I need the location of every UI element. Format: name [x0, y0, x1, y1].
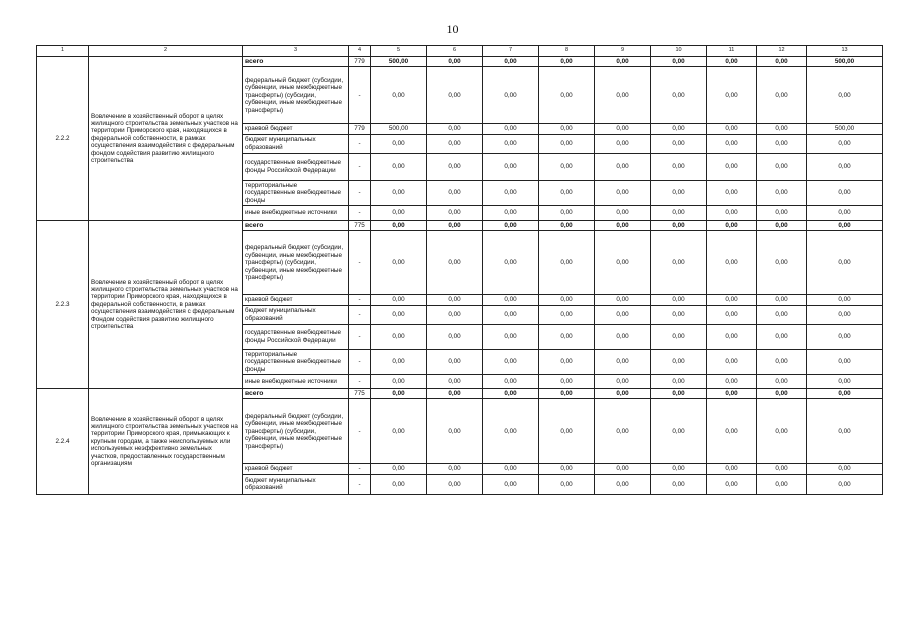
amount-cell: 0,00 [427, 134, 483, 153]
amount-cell: 0,00 [651, 67, 707, 124]
amount-cell: 0,00 [483, 295, 539, 305]
amount-cell: 0,00 [595, 134, 651, 153]
budget-code: - [349, 349, 371, 374]
amount-cell: 0,00 [483, 305, 539, 324]
column-header: 5 [371, 46, 427, 57]
amount-cell: 0,00 [371, 305, 427, 324]
item-name: Вовлечение в хозяйственный оборот в целях жилищного строительства земельных участков на территории Приморского края, находящихся в федеральной собственности, в рамках осуществления взаимодействия с федеральным фондом содействия развитию жилищного строительства [89, 57, 243, 221]
amount-cell: 0,00 [807, 375, 883, 389]
amount-cell: 0,00 [757, 231, 807, 295]
amount-cell: 0,00 [807, 134, 883, 153]
amount-cell: 0,00 [651, 389, 707, 399]
amount-cell: 0,00 [807, 221, 883, 231]
funding-source: территориальные государственные внебюджетные фонды [243, 180, 349, 205]
amount-cell: 0,00 [595, 231, 651, 295]
amount-cell: 0,00 [707, 180, 757, 205]
amount-cell: 0,00 [651, 349, 707, 374]
amount-cell: 0,00 [371, 389, 427, 399]
funding-source: иные внебюджетные источники [243, 375, 349, 389]
amount-cell: 0,00 [651, 57, 707, 67]
amount-cell: 0,00 [539, 57, 595, 67]
column-header: 2 [89, 46, 243, 57]
column-header: 4 [349, 46, 371, 57]
amount-cell: 0,00 [371, 324, 427, 349]
amount-cell: 0,00 [483, 474, 539, 494]
amount-cell: 0,00 [427, 464, 483, 474]
budget-table [36, 45, 883, 495]
amount-cell: 500,00 [371, 124, 427, 134]
amount-cell: 0,00 [595, 399, 651, 464]
amount-cell: 0,00 [371, 180, 427, 205]
budget-code: - [349, 134, 371, 153]
budget-code: 775 [349, 221, 371, 231]
amount-cell: 0,00 [539, 124, 595, 134]
amount-cell: 0,00 [539, 399, 595, 464]
amount-cell: 0,00 [427, 324, 483, 349]
amount-cell: 0,00 [483, 399, 539, 464]
amount-cell: 0,00 [427, 295, 483, 305]
funding-source: краевой бюджет [243, 295, 349, 305]
amount-cell: 0,00 [483, 464, 539, 474]
table-row [37, 221, 883, 231]
column-header: 1 [37, 46, 89, 57]
amount-cell: 0,00 [539, 389, 595, 399]
amount-cell: 0,00 [707, 134, 757, 153]
funding-source: всего [243, 221, 349, 231]
amount-cell: 0,00 [707, 464, 757, 474]
amount-cell: 0,00 [539, 464, 595, 474]
column-header: 6 [427, 46, 483, 57]
amount-cell: 0,00 [371, 375, 427, 389]
amount-cell: 0,00 [539, 295, 595, 305]
amount-cell: 0,00 [707, 221, 757, 231]
amount-cell: 0,00 [757, 153, 807, 180]
amount-cell: 0,00 [807, 206, 883, 221]
amount-cell: 0,00 [595, 221, 651, 231]
budget-code: - [349, 305, 371, 324]
amount-cell: 0,00 [371, 349, 427, 374]
amount-cell: 0,00 [707, 389, 757, 399]
column-header: 9 [595, 46, 651, 57]
amount-cell: 0,00 [595, 349, 651, 374]
column-header: 8 [539, 46, 595, 57]
amount-cell: 0,00 [427, 305, 483, 324]
amount-cell: 0,00 [595, 57, 651, 67]
amount-cell: 0,00 [539, 305, 595, 324]
budget-code: - [349, 399, 371, 464]
amount-cell: 0,00 [427, 221, 483, 231]
amount-cell: 0,00 [651, 295, 707, 305]
amount-cell: 0,00 [539, 221, 595, 231]
amount-cell: 0,00 [371, 231, 427, 295]
amount-cell: 0,00 [483, 57, 539, 67]
amount-cell: 0,00 [651, 134, 707, 153]
amount-cell: 0,00 [483, 180, 539, 205]
amount-cell: 0,00 [707, 305, 757, 324]
budget-code: 779 [349, 124, 371, 134]
funding-source: всего [243, 389, 349, 399]
amount-cell: 0,00 [707, 153, 757, 180]
amount-cell: 0,00 [707, 349, 757, 374]
amount-cell: 0,00 [539, 206, 595, 221]
amount-cell: 0,00 [427, 153, 483, 180]
funding-source: краевой бюджет [243, 464, 349, 474]
column-header: 11 [707, 46, 757, 57]
amount-cell: 0,00 [651, 180, 707, 205]
amount-cell: 0,00 [427, 349, 483, 374]
column-header: 12 [757, 46, 807, 57]
budget-code: - [349, 67, 371, 124]
amount-cell: 0,00 [539, 349, 595, 374]
amount-cell: 0,00 [371, 474, 427, 494]
amount-cell: 0,00 [595, 389, 651, 399]
amount-cell: 0,00 [807, 305, 883, 324]
amount-cell: 0,00 [371, 221, 427, 231]
amount-cell: 0,00 [757, 134, 807, 153]
column-number-header [37, 46, 883, 57]
amount-cell: 0,00 [651, 206, 707, 221]
amount-cell: 0,00 [757, 464, 807, 474]
amount-cell: 0,00 [427, 231, 483, 295]
funding-source: федеральный бюджет (субсидии, субвенции, иные межбюджетные трансферты) (субсидии, субвенции, иные межбюджетные трансферты) [243, 231, 349, 295]
amount-cell: 0,00 [807, 389, 883, 399]
amount-cell: 0,00 [483, 67, 539, 124]
amount-cell: 0,00 [807, 231, 883, 295]
amount-cell: 0,00 [483, 124, 539, 134]
funding-source: всего [243, 57, 349, 67]
amount-cell: 0,00 [539, 324, 595, 349]
amount-cell: 0,00 [707, 124, 757, 134]
funding-source: бюджет муниципальных образований [243, 134, 349, 153]
funding-source: территориальные государственные внебюджетные фонды [243, 349, 349, 374]
funding-source: краевой бюджет [243, 124, 349, 134]
amount-cell: 0,00 [807, 399, 883, 464]
column-header: 13 [807, 46, 883, 57]
amount-cell: 0,00 [807, 67, 883, 124]
amount-cell: 0,00 [757, 349, 807, 374]
amount-cell: 0,00 [757, 67, 807, 124]
amount-cell: 0,00 [651, 464, 707, 474]
amount-cell: 0,00 [427, 57, 483, 67]
amount-cell: 0,00 [539, 231, 595, 295]
amount-cell: 0,00 [707, 324, 757, 349]
amount-cell: 0,00 [707, 57, 757, 67]
budget-code: - [349, 180, 371, 205]
amount-cell: 0,00 [595, 206, 651, 221]
budget-code: - [349, 324, 371, 349]
amount-cell: 0,00 [707, 206, 757, 221]
amount-cell: 0,00 [595, 153, 651, 180]
amount-cell: 0,00 [707, 375, 757, 389]
budget-code: 779 [349, 57, 371, 67]
amount-cell: 0,00 [757, 324, 807, 349]
amount-cell: 0,00 [539, 67, 595, 124]
column-header: 7 [483, 46, 539, 57]
amount-cell: 0,00 [757, 57, 807, 67]
funding-source: федеральный бюджет (субсидии, субвенции, иные межбюджетные трансферты) (субсидии, субвенции, иные межбюджетные трансферты) [243, 67, 349, 124]
amount-cell: 0,00 [595, 464, 651, 474]
amount-cell: 0,00 [595, 305, 651, 324]
budget-code: - [349, 153, 371, 180]
page-number: 10 [446, 22, 459, 36]
amount-cell: 0,00 [371, 134, 427, 153]
item-number: 2.2.4 [37, 389, 89, 495]
amount-cell: 0,00 [427, 206, 483, 221]
amount-cell: 0,00 [371, 67, 427, 124]
amount-cell: 0,00 [707, 231, 757, 295]
budget-code: - [349, 231, 371, 295]
amount-cell: 0,00 [807, 295, 883, 305]
amount-cell: 0,00 [651, 324, 707, 349]
amount-cell: 0,00 [651, 153, 707, 180]
funding-source: бюджет муниципальных образований [243, 474, 349, 494]
item-number: 2.2.3 [37, 221, 89, 389]
amount-cell: 0,00 [371, 399, 427, 464]
amount-cell: 0,00 [651, 375, 707, 389]
item-number: 2.2.2 [37, 57, 89, 221]
table-row [37, 389, 883, 399]
budget-code: - [349, 464, 371, 474]
amount-cell: 0,00 [539, 180, 595, 205]
amount-cell: 0,00 [757, 221, 807, 231]
amount-cell: 0,00 [757, 375, 807, 389]
amount-cell: 0,00 [807, 153, 883, 180]
column-header: 10 [651, 46, 707, 57]
amount-cell: 0,00 [427, 399, 483, 464]
amount-cell: 0,00 [539, 134, 595, 153]
amount-cell: 0,00 [757, 295, 807, 305]
amount-cell: 0,00 [427, 67, 483, 124]
amount-cell: 0,00 [595, 324, 651, 349]
amount-cell: 0,00 [595, 474, 651, 494]
amount-cell: 0,00 [757, 206, 807, 221]
amount-cell: 0,00 [807, 464, 883, 474]
amount-cell: 0,00 [757, 124, 807, 134]
column-header: 3 [243, 46, 349, 57]
budget-code: - [349, 206, 371, 221]
amount-cell: 0,00 [483, 349, 539, 374]
amount-cell: 0,00 [707, 474, 757, 494]
amount-cell: 0,00 [651, 124, 707, 134]
amount-cell: 0,00 [651, 399, 707, 464]
item-name: Вовлечение в хозяйственный оборот в целях жилищного строительства земельных участков на территории Приморского края, находящихся в федеральной собственности, в рамках осуществления взаимодействия с федеральным Фондом содействия развитию жилищного строительства [89, 221, 243, 389]
amount-cell: 0,00 [371, 295, 427, 305]
amount-cell: 500,00 [371, 57, 427, 67]
amount-cell: 0,00 [807, 180, 883, 205]
amount-cell: 0,00 [427, 180, 483, 205]
funding-source: федеральный бюджет (субсидии, субвенции, иные межбюджетные трансферты) (субсидии, субвенции, иные межбюджетные трансферты) [243, 399, 349, 464]
item-name: Вовлечение в хозяйственный оборот в целях жилищного строительства земельных участков на территории Приморского края, примыкающих к крупным городам, а также неиспользуемых или используемых неэффективно земельных участков, предоставленных государственным организациям [89, 389, 243, 495]
amount-cell: 0,00 [595, 180, 651, 205]
amount-cell: 0,00 [651, 231, 707, 295]
amount-cell: 0,00 [651, 305, 707, 324]
amount-cell: 0,00 [483, 206, 539, 221]
amount-cell: 0,00 [595, 295, 651, 305]
amount-cell: 0,00 [483, 389, 539, 399]
amount-cell: 0,00 [595, 124, 651, 134]
amount-cell: 500,00 [807, 124, 883, 134]
funding-source: бюджет муниципальных образований [243, 305, 349, 324]
amount-cell: 0,00 [539, 474, 595, 494]
amount-cell: 0,00 [483, 221, 539, 231]
amount-cell: 500,00 [807, 57, 883, 67]
amount-cell: 0,00 [427, 375, 483, 389]
amount-cell: 0,00 [483, 324, 539, 349]
amount-cell: 0,00 [807, 474, 883, 494]
amount-cell: 0,00 [807, 324, 883, 349]
funding-source: иные внебюджетные источники [243, 206, 349, 221]
amount-cell: 0,00 [539, 153, 595, 180]
amount-cell: 0,00 [427, 124, 483, 134]
amount-cell: 0,00 [539, 375, 595, 389]
table-body [37, 46, 883, 495]
amount-cell: 0,00 [483, 153, 539, 180]
amount-cell: 0,00 [707, 67, 757, 124]
amount-cell: 0,00 [757, 180, 807, 205]
funding-source: государственные внебюджетные фонды Российской Федерации [243, 153, 349, 180]
table-row [37, 57, 883, 67]
amount-cell: 0,00 [757, 399, 807, 464]
amount-cell: 0,00 [427, 389, 483, 399]
amount-cell: 0,00 [707, 399, 757, 464]
amount-cell: 0,00 [483, 375, 539, 389]
budget-code: 775 [349, 389, 371, 399]
budget-code: - [349, 474, 371, 494]
amount-cell: 0,00 [371, 153, 427, 180]
amount-cell: 0,00 [707, 295, 757, 305]
amount-cell: 0,00 [427, 474, 483, 494]
amount-cell: 0,00 [371, 464, 427, 474]
amount-cell: 0,00 [807, 349, 883, 374]
amount-cell: 0,00 [483, 134, 539, 153]
amount-cell: 0,00 [757, 389, 807, 399]
funding-source: государственные внебюджетные фонды Российской Федерации [243, 324, 349, 349]
amount-cell: 0,00 [757, 305, 807, 324]
amount-cell: 0,00 [483, 231, 539, 295]
amount-cell: 0,00 [595, 375, 651, 389]
amount-cell: 0,00 [371, 206, 427, 221]
amount-cell: 0,00 [651, 474, 707, 494]
amount-cell: 0,00 [651, 221, 707, 231]
budget-code: - [349, 295, 371, 305]
amount-cell: 0,00 [595, 67, 651, 124]
budget-code: - [349, 375, 371, 389]
amount-cell: 0,00 [757, 474, 807, 494]
